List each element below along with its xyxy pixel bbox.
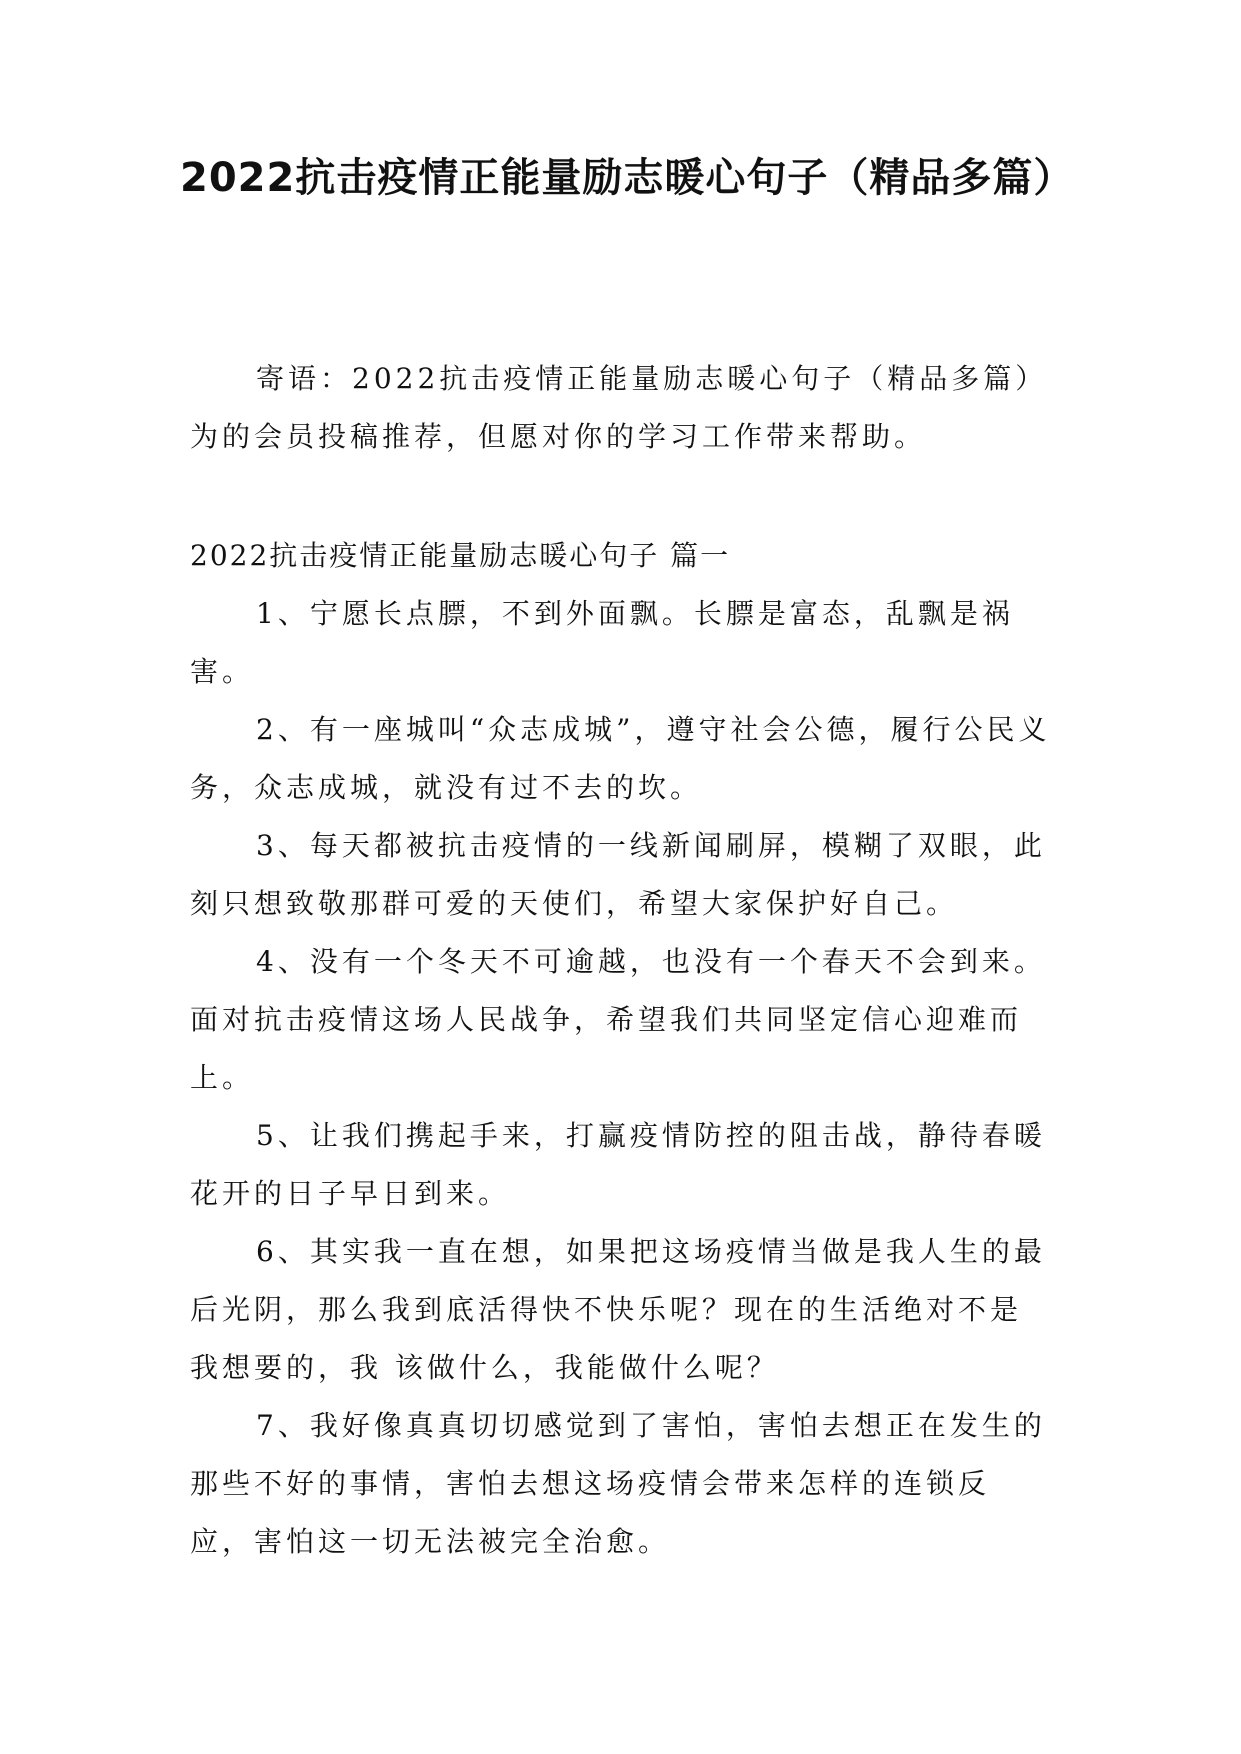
section-heading: 2022抗击疫情正能量励志暖心句子 篇一 (190, 539, 731, 572)
list-item: 3、每天都被抗击疫情的一线新闻刷屏，模糊了双眼，此刻只想致敬那群可爱的天使们，希望大家保护好自己。 (190, 829, 1046, 920)
list-item: 2、有一座城叫“众志成城”，遵守社会公德，履行公民义务，众志成城，就没有过不去的坎。 (190, 713, 1051, 804)
list-item: 6、其实我一直在想，如果把这场疫情当做是我人生的最后光阴，那么我到底活得快不快乐呢？现在的生活绝对不是我想要的，我 该做什么，我能做什么呢？ (190, 1235, 1046, 1384)
intro-paragraph: 寄语：2022抗击疫情正能量励志暖心句子（精品多篇）为的会员投稿推荐，但愿对你的学习工作带来帮助。 (190, 362, 1048, 453)
list-item: 5、让我们携起手来，打赢疫情防控的阻击战，静待春暖花开的日子早日到来。 (190, 1119, 1046, 1210)
list-item: 7、我好像真真切切感觉到了害怕，害怕去想正在发生的那些不好的事情，害怕去想这场疫情会带来怎样的连锁反应，害怕这一切无法被完全治愈。 (190, 1409, 1046, 1558)
document-title: 2022抗击疫情正能量励志暖心句子（精品多篇） (180, 155, 1075, 201)
list-item: 4、没有一个冬天不可逾越，也没有一个春天不会到来。面对抗击疫情这场人民战争，希望我们共同坚定信心迎难而上。 (190, 945, 1046, 1094)
list-item: 1、宁愿长点膘，不到外面飘。长膘是富态，乱飘是祸害。 (190, 597, 1014, 688)
item-list (190, 585, 1052, 1571)
